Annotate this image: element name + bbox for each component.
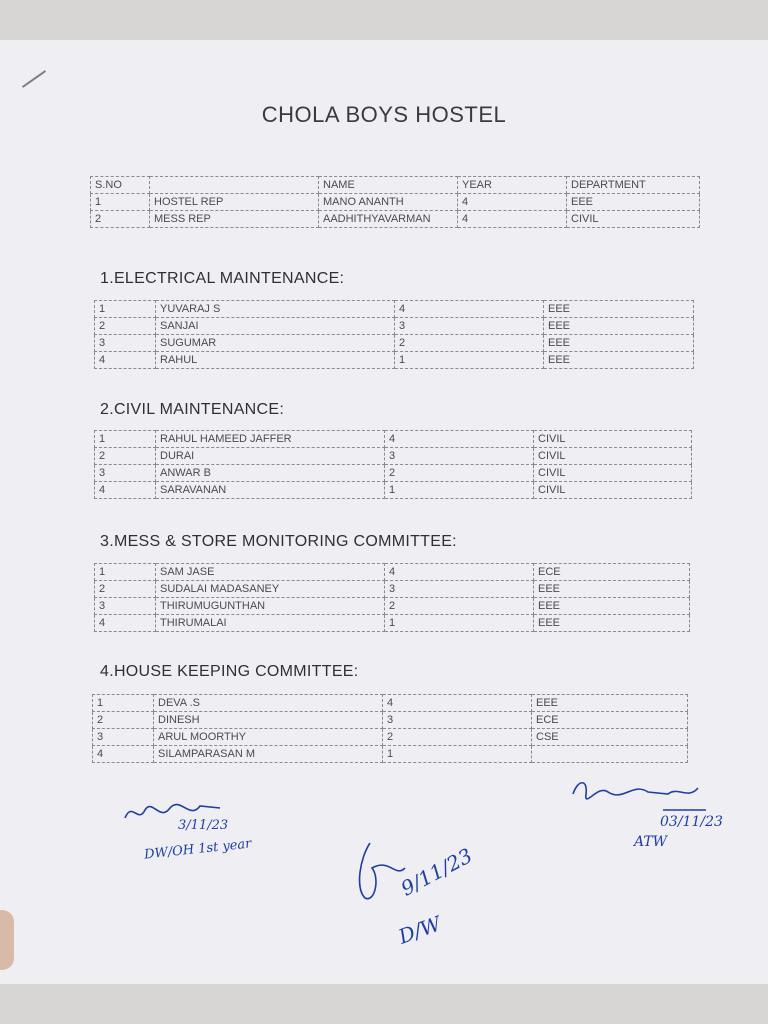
table-header-row — [91, 177, 700, 194]
cell: CIVIL — [567, 211, 700, 228]
signature-center-date: 9/11/23 — [396, 843, 477, 901]
cell: 3 — [93, 729, 154, 746]
cell: 1 — [395, 352, 544, 369]
signature-right-date: 03/11/23 — [660, 814, 723, 830]
cell: EEE — [567, 194, 700, 211]
signature-center-note: D/W — [395, 911, 445, 949]
cell: 2 — [395, 335, 544, 352]
cell: THIRUMUGUNTHAN — [156, 598, 385, 615]
cell: MANO ANANTH — [319, 194, 458, 211]
cell: EEE — [544, 301, 694, 318]
cell: 1 — [385, 615, 534, 632]
section-table — [94, 300, 694, 369]
cell: DINESH — [154, 712, 383, 729]
cell: 4 — [458, 194, 567, 211]
cell: SANJAI — [156, 318, 395, 335]
cell: 3 — [95, 598, 156, 615]
cell: RAHUL HAMEED JAFFER — [156, 431, 385, 448]
cell: 1 — [95, 431, 156, 448]
table-row — [93, 712, 688, 729]
section-heading: 2.CIVIL MAINTENANCE: — [100, 401, 285, 418]
table-row — [95, 581, 690, 598]
section-heading: 4.HOUSE KEEPING COMMITTEE: — [100, 663, 359, 680]
cell: 1 — [385, 482, 534, 499]
cell: RAHUL — [156, 352, 395, 369]
cell: YUVARAJ S — [156, 301, 395, 318]
header-cell: DEPARTMENT — [567, 177, 700, 194]
table-row — [93, 695, 688, 712]
table-row — [95, 431, 692, 448]
cell: 3 — [385, 448, 534, 465]
cell: 3 — [383, 712, 532, 729]
cell: EEE — [544, 352, 694, 369]
cell: 4 — [385, 431, 534, 448]
header-cell: NAME — [319, 177, 458, 194]
cell: 4 — [95, 615, 156, 632]
signature-left-note: DW/OH 1st year — [143, 836, 253, 863]
cell: 4 — [395, 301, 544, 318]
cell: EEE — [534, 581, 690, 598]
cell: 4 — [95, 482, 156, 499]
section-table — [92, 694, 688, 763]
cell: 4 — [383, 695, 532, 712]
cell: SAM JASE — [156, 564, 385, 581]
cell: SUDALAI MADASANEY — [156, 581, 385, 598]
cell: SARAVANAN — [156, 482, 385, 499]
cell: 1 — [95, 564, 156, 581]
cell: 1 — [383, 746, 532, 763]
cell: ANWAR B — [156, 465, 385, 482]
cell: EEE — [544, 318, 694, 335]
cell: 2 — [95, 318, 156, 335]
cell: THIRUMALAI — [156, 615, 385, 632]
cell: 2 — [95, 448, 156, 465]
signature-right — [568, 774, 708, 814]
table-row — [95, 482, 692, 499]
section-table — [94, 430, 692, 499]
cell: ARUL MOORTHY — [154, 729, 383, 746]
table-row — [91, 211, 700, 228]
cell: 3 — [385, 581, 534, 598]
cell: 4 — [93, 746, 154, 763]
cell: EEE — [544, 335, 694, 352]
cell: 1 — [95, 301, 156, 318]
section-table — [94, 563, 690, 632]
table-row — [95, 352, 694, 369]
cell: HOSTEL REP — [150, 194, 319, 211]
cell: 2 — [385, 598, 534, 615]
table-row — [95, 335, 694, 352]
cell: ECE — [532, 712, 688, 729]
cell: 1 — [93, 695, 154, 712]
table-row — [93, 729, 688, 746]
table-row — [91, 194, 700, 211]
cell: CIVIL — [534, 465, 692, 482]
cell: 4 — [95, 352, 156, 369]
cell: EEE — [534, 615, 690, 632]
cell: 1 — [91, 194, 150, 211]
cell: 2 — [91, 211, 150, 228]
cell: CIVIL — [534, 431, 692, 448]
section-heading: 1.ELECTRICAL MAINTENANCE: — [100, 270, 345, 287]
signature-right-note: ATW — [634, 834, 668, 850]
cell: EEE — [534, 598, 690, 615]
table-row — [93, 746, 688, 763]
cell: 4 — [458, 211, 567, 228]
document-title: CHOLA BOYS HOSTEL — [261, 102, 507, 127]
cell: 3 — [95, 335, 156, 352]
cell — [532, 746, 688, 763]
signature-left-date: 3/11/23 — [178, 818, 229, 833]
cell: ECE — [534, 564, 690, 581]
cell: DURAI — [156, 448, 385, 465]
cell: CSE — [532, 729, 688, 746]
table-row — [95, 564, 690, 581]
cell: 3 — [95, 465, 156, 482]
section-heading: 3.MESS & STORE MONITORING COMMITTEE: — [100, 533, 457, 550]
cell: CIVIL — [534, 448, 692, 465]
cell: CIVIL — [534, 482, 692, 499]
table-row — [95, 615, 690, 632]
cell: MESS REP — [150, 211, 319, 228]
table-row — [95, 598, 690, 615]
cell: AADHITHYAVARMAN — [319, 211, 458, 228]
cell: 2 — [95, 581, 156, 598]
cell: 2 — [385, 465, 534, 482]
thumb — [0, 910, 14, 970]
cell: 2 — [383, 729, 532, 746]
table-row — [95, 318, 694, 335]
header-cell: YEAR — [458, 177, 567, 194]
header-cell: S.NO — [91, 177, 150, 194]
table-row — [95, 301, 694, 318]
cell: 2 — [93, 712, 154, 729]
table-row — [95, 465, 692, 482]
cell: EEE — [532, 695, 688, 712]
cell: SILAMPARASAN M — [154, 746, 383, 763]
cell: SUGUMAR — [156, 335, 395, 352]
reps-table — [90, 176, 700, 228]
table-row — [95, 448, 692, 465]
cell: DEVA .S — [154, 695, 383, 712]
cell: 3 — [395, 318, 544, 335]
header-cell — [150, 177, 319, 194]
signature-center — [350, 838, 410, 908]
cell: 4 — [385, 564, 534, 581]
